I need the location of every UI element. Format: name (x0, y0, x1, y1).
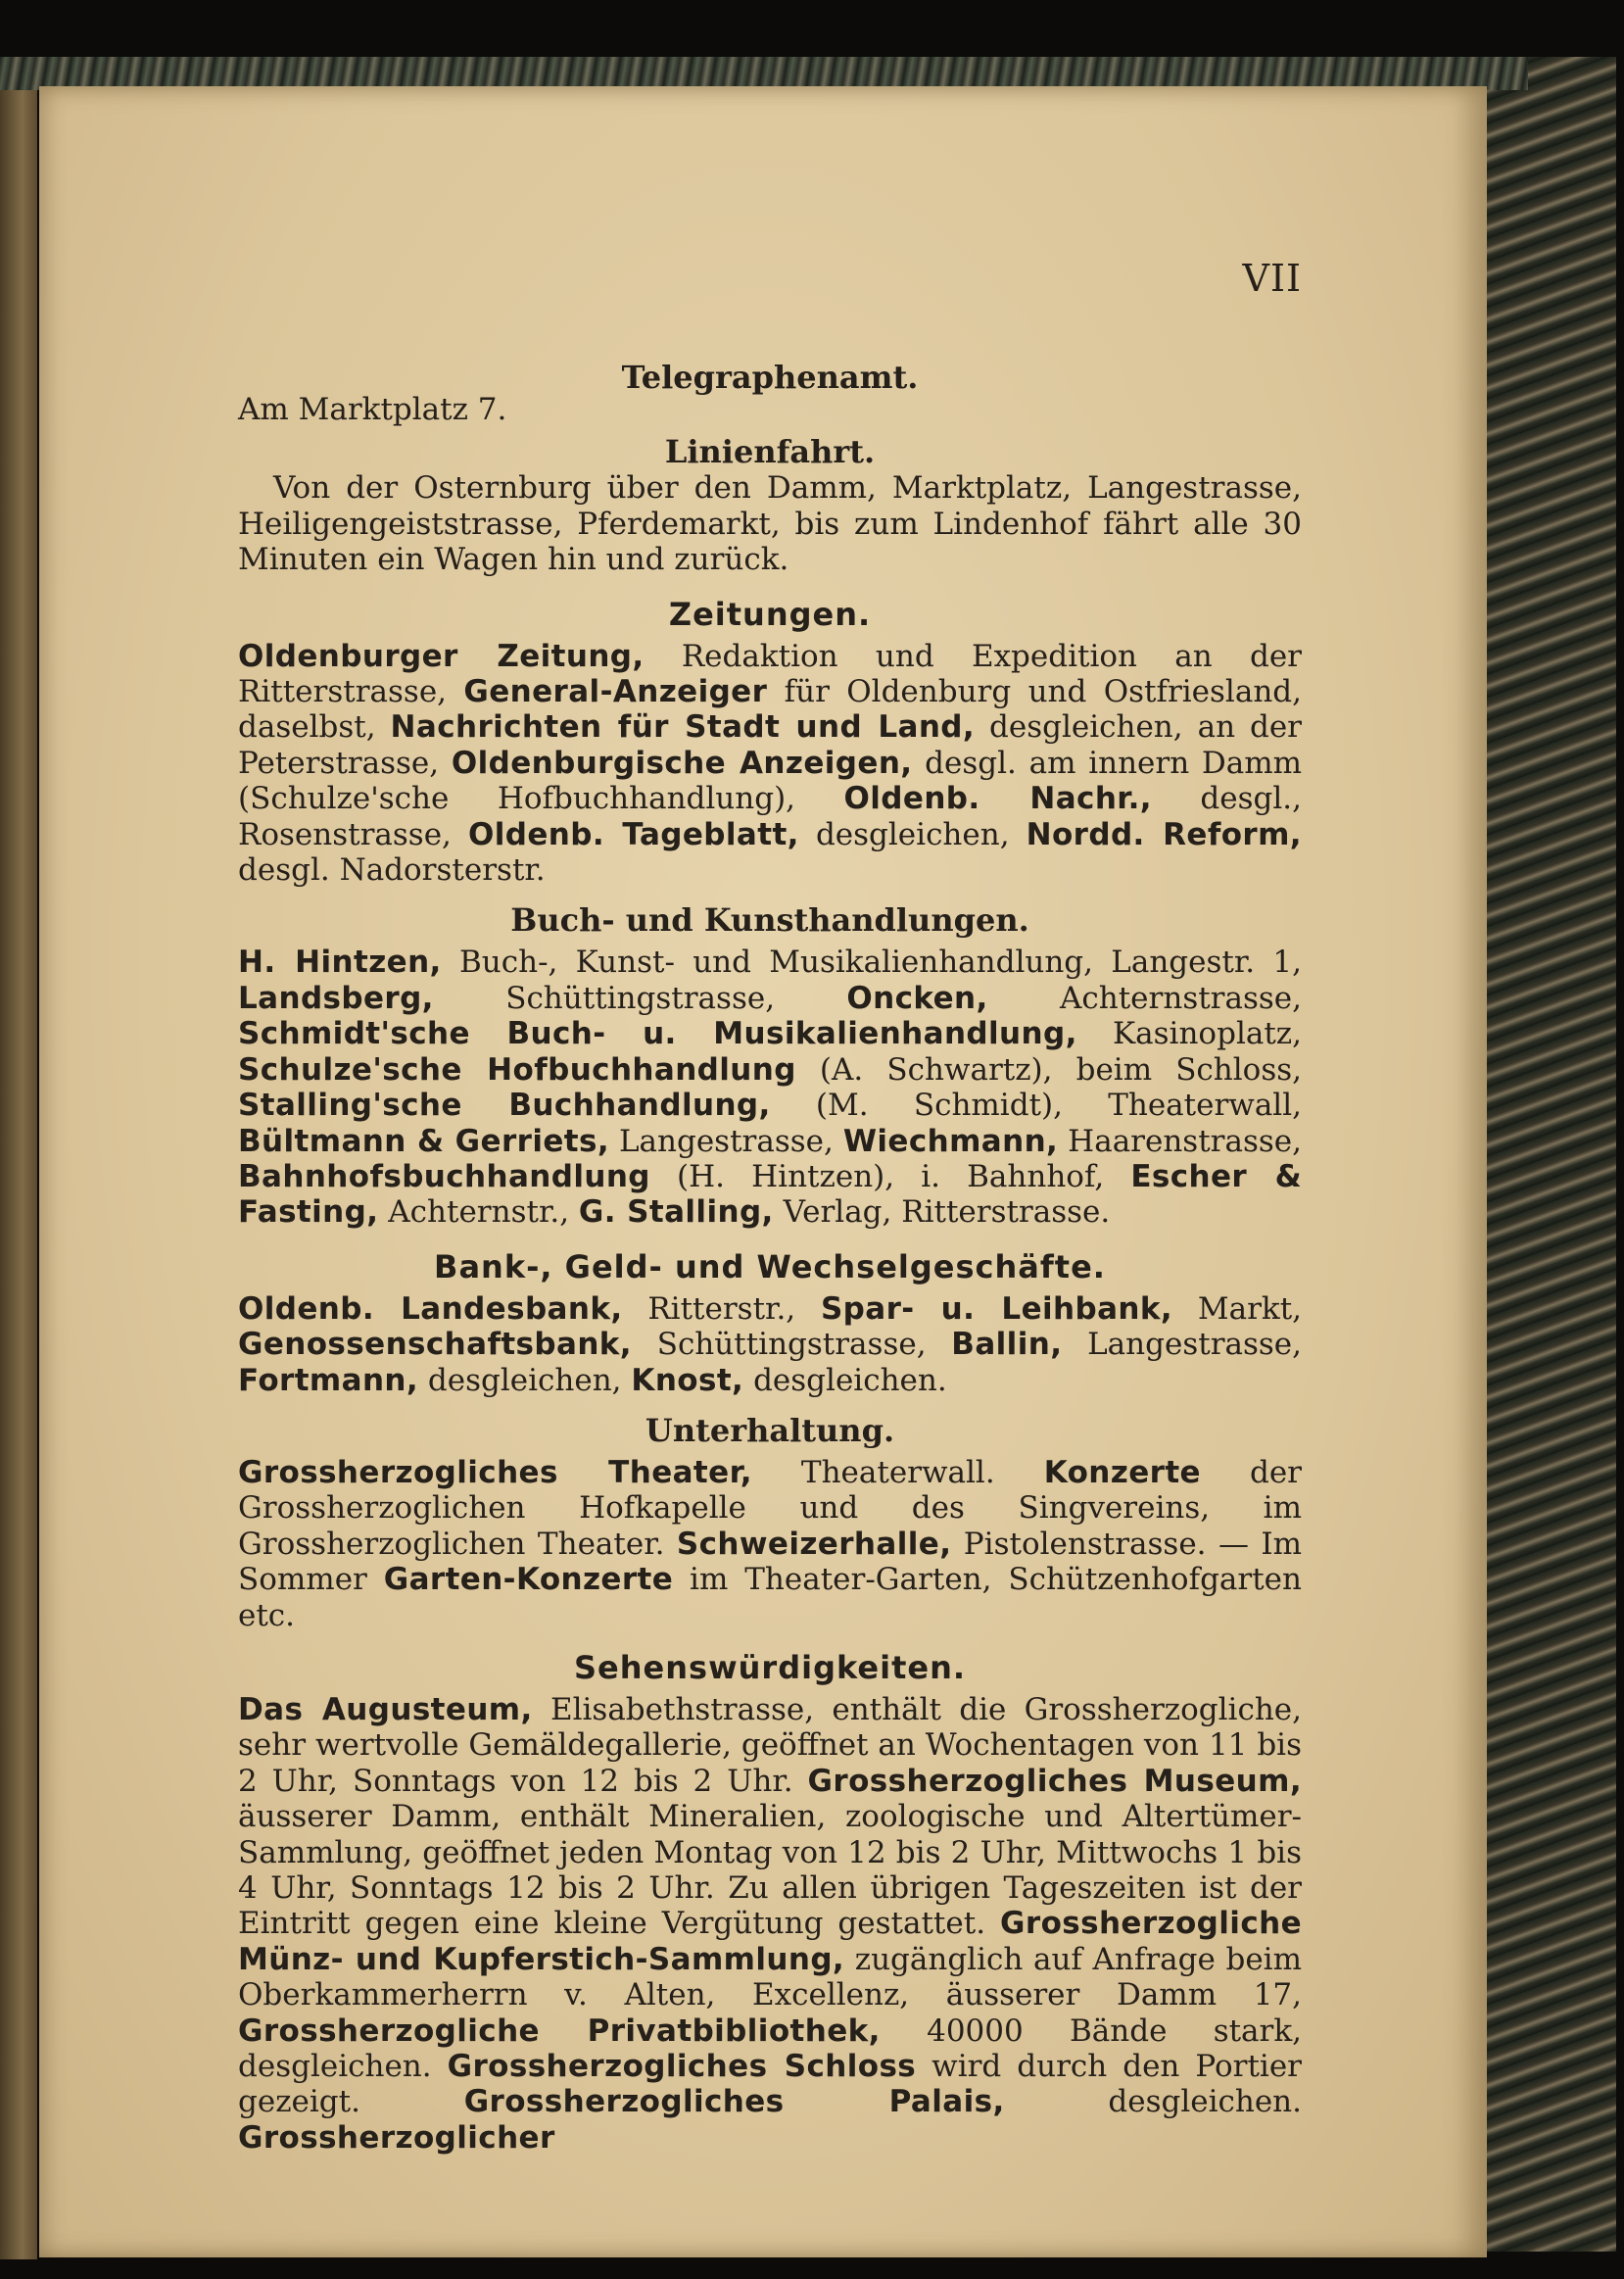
entry-name: Escher & Fasting, (238, 1158, 1302, 1231)
entry-name: G. Stalling, (578, 1194, 774, 1231)
entry-name: Das Augusteum, (238, 1691, 533, 1727)
section-linienfahrt (238, 433, 1302, 577)
entry-name: Bültmann & Gerriets, (238, 1123, 610, 1159)
entry-text: Schüttingstrasse, (433, 980, 847, 1016)
entry-text: Haarenstrasse, (1058, 1123, 1302, 1159)
entry-text: desgleichen, (798, 816, 1027, 852)
heading-bank: Bank-, Geld- und Wechselgeschäfte. (434, 1247, 1106, 1285)
page-number: VII (1242, 257, 1302, 300)
page-text (238, 253, 1302, 2156)
zeitungen-text (238, 639, 1302, 889)
entry-text: Langestrasse, (609, 1123, 843, 1159)
entry-name: Oldenburger Zeitung, (238, 638, 645, 674)
telegraph-address: Am Marktplatz 7. (238, 392, 507, 427)
left-page-edge (0, 69, 37, 2259)
book-top-edge (0, 57, 1528, 90)
sehenswuerdigkeiten-text (238, 1692, 1302, 2156)
entry-name: Oncken, (846, 980, 988, 1016)
heading-sehenswuerdigkeiten: Sehenswürdigkeiten. (574, 1648, 966, 1686)
section-unterhaltung (238, 1412, 1302, 1633)
section-telegraph (238, 253, 1302, 427)
entry-name: Grossherzoglicher (238, 2119, 555, 2156)
entry-name: Schweizerhalle, (676, 1526, 952, 1562)
entry-text: desgleichen, an der Peterstrasse, (238, 709, 1303, 781)
entry-name: Nordd. Reform, (1026, 816, 1302, 852)
entry-name: Grossherzogliche Münz- und Kupferstich-Sammlung, (238, 1906, 1302, 1977)
entry-name: Oldenburgische Anzeigen, (451, 745, 913, 781)
entry-name: Genossenschaftsbank, (238, 1327, 632, 1363)
entry-name: Schmidt'sche Buch- u. Musikalienhandlung, (238, 1016, 1077, 1052)
entry-name: Oldenb. Nachr., (843, 781, 1152, 817)
unterhaltung-text (238, 1455, 1302, 1633)
section-buchhandlungen (238, 901, 1302, 1230)
entry-name: Nachrichten für Stadt und Land, (390, 709, 976, 746)
entry-text: Ritterstr., (622, 1290, 821, 1327)
heading-buchhandlungen: Buch- und Kunsthandlungen. (510, 901, 1029, 940)
entry-name: Garten-Konzerte (383, 1562, 674, 1598)
entry-text: Theaterwall. (751, 1454, 1044, 1490)
heading-telegraph: Telegraphenamt. (621, 359, 919, 396)
entry-text: 40000 Bände stark, desgleichen. (238, 2012, 1302, 2085)
entry-text: Langestrasse, (1062, 1327, 1303, 1363)
entry-name: Bahnhofsbuchhandlung (238, 1158, 650, 1194)
entry-text: wird durch den Portier gezeigt. (238, 2049, 1302, 2120)
entry-text: Achternstrasse, (987, 980, 1303, 1016)
section-zeitungen (238, 596, 1302, 889)
heading-linienfahrt: Linienfahrt. (664, 433, 876, 471)
entry-name: Fortmann, (238, 1362, 419, 1398)
entry-name: Landsberg, (238, 980, 434, 1016)
entry-text: Redaktion und Expedition an der Ritterstrasse, (238, 638, 1302, 710)
entry-text: (M. Schmidt), Theaterwall, (770, 1088, 1302, 1124)
entry-text: Kasinoplatz, (1076, 1016, 1302, 1052)
entry-name: Grossherzogliches Museum, (807, 1763, 1302, 1799)
entry-text: der Grossherzoglichen Hofkapelle und des Singvereins, im Grossherzoglichen Theater. (238, 1454, 1302, 1562)
entry-name: Grossherzogliche Privatbibliothek, (238, 2012, 881, 2049)
entry-name: Ballin, (951, 1327, 1063, 1363)
entry-name: Konzerte (1043, 1454, 1201, 1490)
entry-text: desgl. Nadorsterstr. (238, 852, 546, 889)
entry-name: Wiechmann, (842, 1123, 1059, 1159)
entry-name: Stalling'sche Buchhandlung, (238, 1088, 771, 1124)
entry-text: desgl. am innern Damm (Schulze'sche Hofbuchhandlung), (238, 745, 1303, 817)
entry-text: desgleichen, (418, 1362, 632, 1398)
entry-text: Achternstr., (378, 1194, 579, 1231)
entry-name: General-Anzeiger (463, 674, 768, 710)
heading-unterhaltung: Unterhaltung. (645, 1411, 895, 1449)
entry-text: im Theater-Garten, Schützenhofgarten etc. (238, 1562, 1302, 1633)
entry-text: desgleichen. (1004, 2084, 1302, 2120)
book-spine (1484, 57, 1616, 2252)
bank-text (238, 1291, 1302, 1398)
entry-text: desgleichen. (743, 1362, 947, 1398)
heading-zeitungen: Zeitungen. (668, 595, 872, 633)
entry-name: Knost, (631, 1362, 744, 1398)
entry-name: Spar- u. Leihbank, (820, 1290, 1173, 1327)
section-sehenswuerdigkeiten (238, 1649, 1302, 2156)
entry-text: zugänglich auf Anfrage beim Oberkammerherrn v. Alten, Excellenz, äusserer Damm 17, (238, 1941, 1302, 2013)
entry-name: Grossherzogliches Theater, (238, 1454, 752, 1490)
entry-text: Buch-, Kunst- und Musikalienhandlung, Langestr. 1, (441, 945, 1302, 981)
entry-text: Verlag, Ritterstrasse. (773, 1194, 1111, 1231)
entry-name: Schulze'sche Hofbuchhandlung (238, 1051, 796, 1088)
entry-text: Pistolenstrasse. — Im Sommer (238, 1526, 1303, 1598)
entry-name: Grossherzogliches Palais, (463, 2084, 1005, 2120)
book-page (39, 86, 1487, 2257)
entry-text: Markt, (1172, 1290, 1303, 1327)
entry-text: (A. Schwartz), beim Schloss, (795, 1051, 1303, 1088)
entry-text: desgl., Rosenstrasse, (238, 781, 1303, 852)
section-bank (238, 1248, 1302, 1398)
buchhandlungen-text (238, 945, 1302, 1230)
entry-text: (H. Hintzen), i. Bahnhof, (649, 1158, 1131, 1194)
entry-name: Oldenb. Landesbank, (238, 1290, 623, 1327)
entry-text: für Oldenburg und Ostfriesland, daselbst, (238, 674, 1302, 746)
entry-text: Schüttingstrasse, (631, 1327, 952, 1363)
entry-text: Elisabethstrasse, enthält die Grossherzogliche, sehr wertvolle Gemäldegallerie, geöffnet an Wochentagen von 11 bis 2 Uhr, Sonntags von 12 bis 2 Uhr. (238, 1691, 1302, 1799)
entry-name: Grossherzogliches Schloss (447, 2049, 917, 2085)
entry-name: Oldenb. Tageblatt, (467, 816, 799, 852)
linienfahrt-text: Von der Osternburg über den Damm, Marktplatz, Langestrasse, Heiligengeiststrasse, Pferdemarkt, bis zum Lindenhof fährt alle 30 Minuten ein Wagen hin und zurück. (238, 470, 1302, 578)
entry-text: äusserer Damm, enthält Mineralien, zoologische und Altertümer-Sammlung, geöffnet jeden Montag von 12 bis 2 Uhr, Mittwochs 1 bis 4 Uhr, Sonntags 12 bis 2 Uhr. Zu allen übrigen Tageszeiten ist der Eintritt gegen eine kleine Vergütung gestattet. (238, 1799, 1302, 1942)
entry-name: H. Hintzen, (238, 945, 442, 981)
